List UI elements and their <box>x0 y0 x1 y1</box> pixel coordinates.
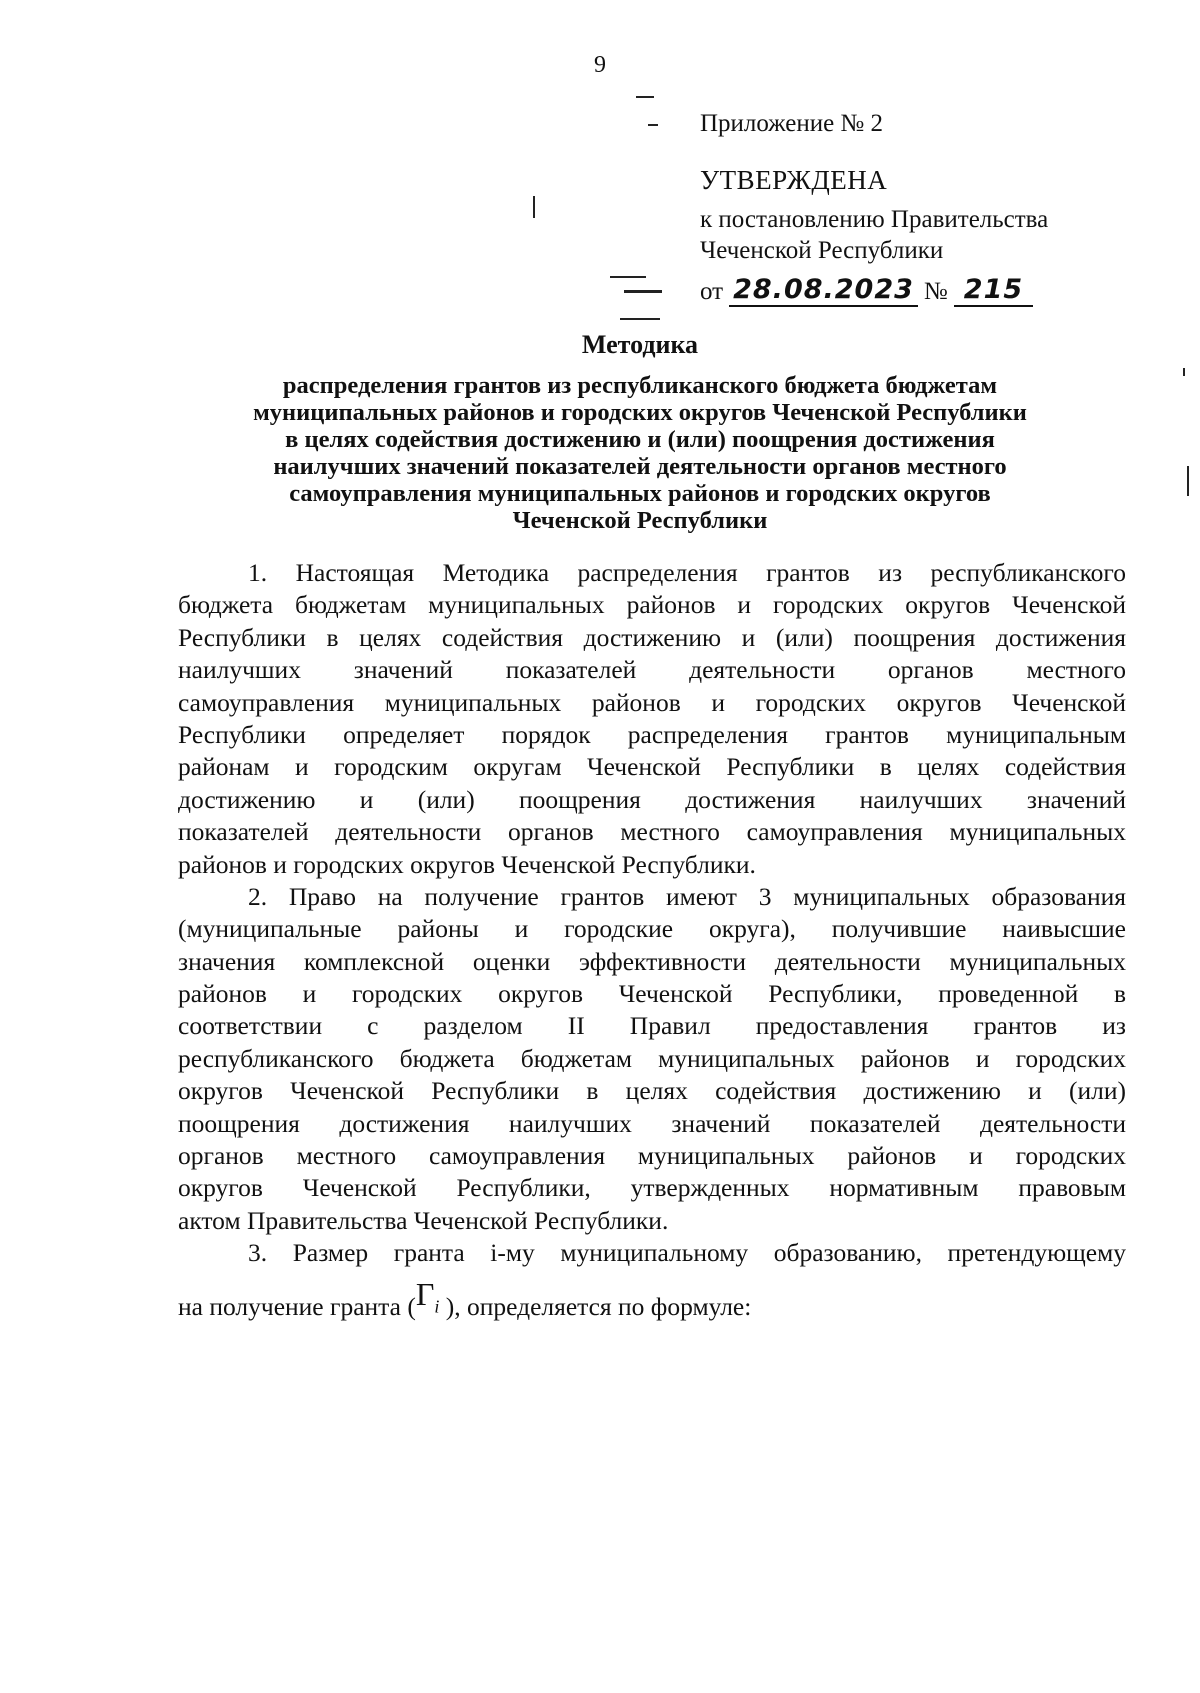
scan-mark <box>648 124 658 126</box>
text-line: округов Чеченской Республики, утвержденных нормативным правовым <box>178 1173 1126 1203</box>
text-line: достижению и (или) поощрения достижения наилучших значений <box>178 784 1126 814</box>
appendix-label: Приложение № 2 <box>700 110 884 137</box>
title-line: в целях содействия достижению и (или) поощрения достижения <box>285 426 995 453</box>
text-line: актом Правительства Чеченской Республики. <box>178 1205 669 1235</box>
approval-header <box>700 108 1180 307</box>
document-title <box>160 330 1120 534</box>
scan-mark <box>636 96 654 98</box>
resolution-date-line <box>700 274 1180 307</box>
title-subtitle <box>160 372 1120 534</box>
title-line: муниципальных районов и городских округов Чеченской Республики <box>253 399 1027 426</box>
scan-mark <box>1187 466 1189 496</box>
text-line: республиканского бюджета бюджетам муниципальных районов и городских <box>178 1043 1126 1073</box>
text-line: (муниципальные районы и городские округа), получившие наивысшие <box>178 914 1126 944</box>
document-body <box>178 557 1126 1332</box>
text-line: значения комплексной оценки эффективности деятельности муниципальных <box>178 946 1126 976</box>
scan-mark <box>624 290 662 293</box>
formula-intro-line <box>178 1275 1126 1333</box>
resolution-line: к постановлению Правительства <box>700 206 1049 233</box>
text-line: районов и городских округов Чеченской Республики. <box>178 849 756 879</box>
text-line: 3. Размер гранта i-му муниципальному образованию, претендующему <box>248 1238 1126 1268</box>
text-line: районов и городских округов Чеченской Республики, проведенной в <box>178 979 1126 1009</box>
title-main: Методика <box>581 330 699 359</box>
text-line: 2. Право на получение грантов имеют 3 муниципальных образования <box>248 881 1126 911</box>
scan-mark <box>1183 368 1185 376</box>
handwritten-date: 28.08.2023 <box>729 274 918 307</box>
title-line: наилучших значений показателей деятельности органов местного <box>273 453 1007 480</box>
date-prefix: от <box>700 278 724 305</box>
grant-symbol: $Г_i$ <box>415 1275 440 1316</box>
grant-subscript: i <box>434 1295 440 1316</box>
text-line: округов Чеченской Республики в целях содействия достижению и (или) <box>178 1076 1126 1106</box>
paragraph-2 <box>178 881 1126 1237</box>
text-line: соответствии с разделом II Правил предоставления грантов из <box>178 1011 1126 1041</box>
text-line: 1. Настоящая Методика распределения грантов из республиканского <box>248 558 1126 587</box>
page-number: 9 <box>594 52 606 78</box>
text-line: поощрения достижения наилучших значений показателей деятельности <box>178 1108 1126 1138</box>
number-prefix: № <box>923 278 948 305</box>
scan-mark <box>533 196 535 218</box>
formula-intro-text: ), определяется по формуле: <box>439 1291 752 1321</box>
text-line: бюджета бюджетам муниципальных районов и городских округов Чеченской <box>178 590 1126 620</box>
approved-label: УТВЕРЖДЕНА <box>700 165 888 195</box>
text-line: органов местного самоуправления муниципальных районов и городских <box>178 1141 1126 1171</box>
scan-mark <box>610 276 646 278</box>
scan-mark <box>620 318 660 320</box>
title-line: Чеченской Республики <box>512 507 768 534</box>
title-line: самоуправления муниципальных районов и городских округов <box>289 480 991 507</box>
handwritten-number: 215 <box>954 274 1033 307</box>
paragraph-3 <box>178 1237 1126 1332</box>
formula-intro-text: на получение гранта ( <box>178 1291 416 1321</box>
text-line: Республики определяет порядок распределения грантов муниципальным <box>178 719 1126 749</box>
text-line: районам и городским округам Чеченской Республики в целях содействия <box>178 752 1126 782</box>
paragraph-1 <box>178 557 1126 881</box>
text-line: показателей деятельности органов местного самоуправления муниципальных <box>178 817 1126 847</box>
resolution-line: Чеченской Республики <box>700 237 944 264</box>
text-line: наилучших значений показателей деятельности органов местного <box>178 655 1126 685</box>
title-line: распределения грантов из республиканского бюджета бюджетам <box>282 372 998 399</box>
text-line: самоуправления муниципальных районов и городских округов Чеченской <box>178 687 1126 717</box>
text-line: Республики в целях содействия достижению и (или) поощрения достижения <box>178 622 1126 652</box>
